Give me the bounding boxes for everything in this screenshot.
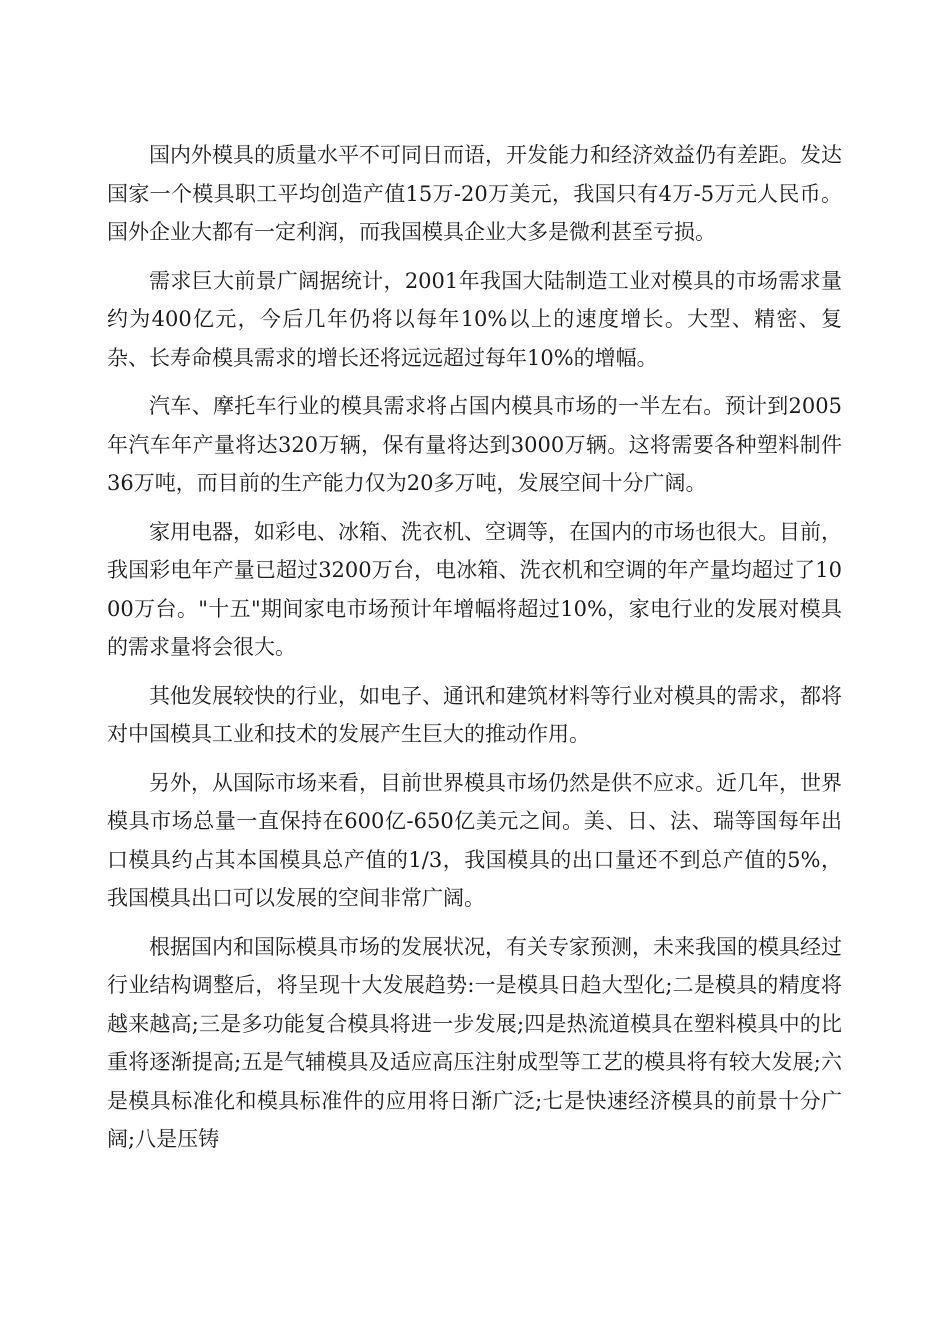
paragraph-home-appliances: 家用电器，如彩电、冰箱、洗衣机、空调等，在国内的市场也很大。目前，我国彩电年产量已超过3200万台，电冰箱、洗衣机和空调的年产量均超过了1000万台。"十五"期间家电市场预计年增幅将超过10%，家电行业的发展对模具的需求量将会很大。 bbox=[107, 519, 842, 659]
paragraph-development-trends: 根据国内和国际模具市场的发展状况，有关专家预测，未来我国的模具经过行业结构调整后，将呈现十大发展趋势:一是模具日趋大型化;二是模具的精度将越来越高;三是多功能复合模具将进一步发展;四是热流道模具在塑料模具中的比重将逐渐提高;五是气辅模具及适应高压注射成型等工艺的模具将有较大发展;六是模具标准化和模具标准件的应用将日渐广泛;七是快速经济模具的前景十分广阔;八是压铸 bbox=[107, 934, 842, 1151]
paragraph-other-industries: 其他发展较快的行业，如电子、通讯和建筑材料等行业对模具的需求，都将对中国模具工业和技术的发展产生巨大的推动作用。 bbox=[107, 683, 842, 746]
paragraph-market-demand: 需求巨大前景广阔据统计，2001年我国大陆制造工业对模具的市场需求量约为400亿元，今后几年仍将以每年10%以上的速度增长。大型、精密、复杂、长寿命模具需求的增长还将远远超过每年10%的增幅。 bbox=[107, 268, 842, 370]
paragraph-quality-gap: 国内外模具的质量水平不可同日而语，开发能力和经济效益仍有差距。发达国家一个模具职工平均创造产值15万-20万美元，我国只有4万-5万元人民币。国外企业大都有一定利润，而我国模具企业大多是微利甚至亏损。 bbox=[107, 143, 842, 244]
paragraph-international-market: 另外，从国际市场来看，目前世界模具市场仍然是供不应求。近几年，世界模具市场总量一直保持在600亿-650亿美元之间。美、日、法、瑞等国每年出口模具约占其本国模具总产值的1/3，我国模具的出口量还不到总产值的5%，我国模具出口可以发展的空间非常广阔。 bbox=[107, 770, 842, 910]
paragraph-automotive: 汽车、摩托车行业的模具需求将占国内模具市场的一半左右。预计到2005年汽车年产量将达320万辆，保有量将达到3000万辆。这将需要各种塑料制件36万吨，而目前的生产能力仅为20多万吨，发展空间十分广阔。 bbox=[107, 394, 842, 495]
document-body bbox=[107, 136, 842, 1169]
